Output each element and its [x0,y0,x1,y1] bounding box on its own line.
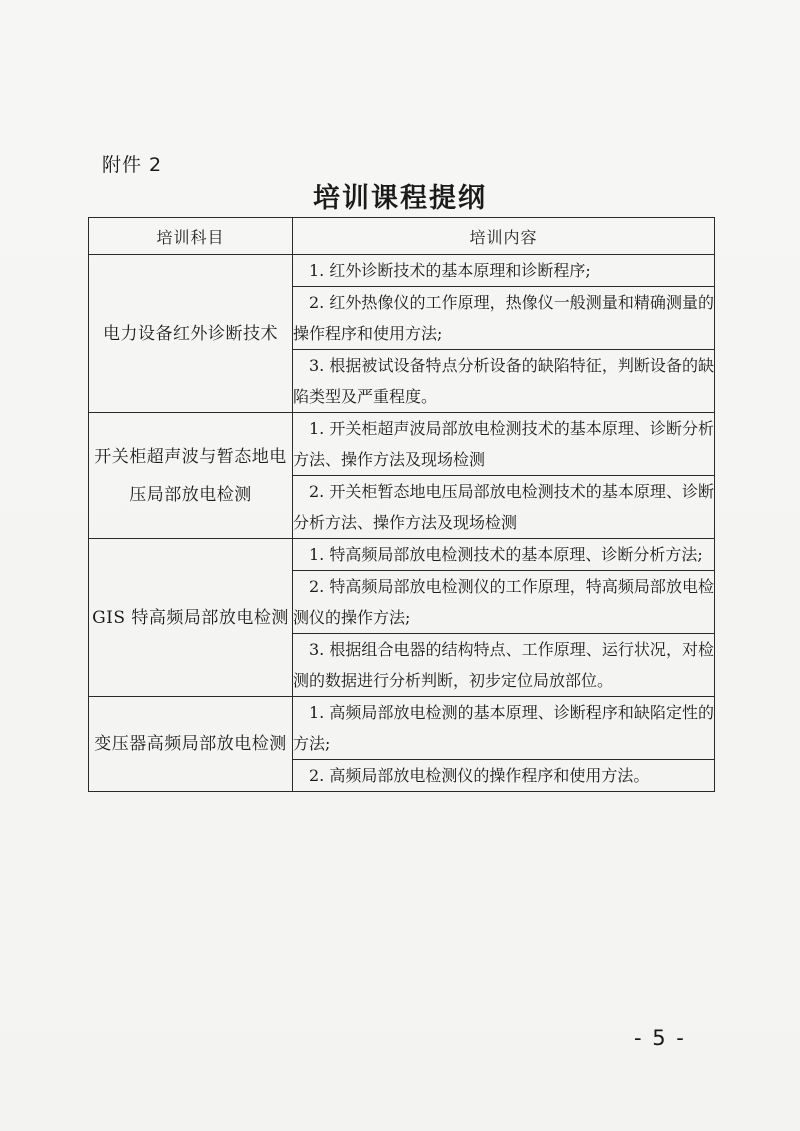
content-cell [293,413,715,476]
content-cell [293,255,715,287]
header-content: 培训内容 [293,218,715,255]
subject-cell: GIS 特高频局部放电检测 [89,539,293,697]
content-cell [293,350,715,413]
content-text: 2. 开关柜暂态地电压局部放电检测技术的基本原理、诊断分析方法、操作方法及现场检测 [293,482,714,532]
content-text: 3. 根据组合电器的结构特点、工作原理、运行状况，对检测的数据进行分析判断，初步定位局放部位。 [293,640,714,690]
subject-cell: 电力设备红外诊断技术 [89,255,293,413]
content-cell [293,571,715,634]
table-row [89,697,715,760]
attachment-label: 附件 2 [102,154,163,176]
document-title: 培训课程提纲 [313,183,487,214]
content-text: 1. 红外诊断技术的基本原理和诊断程序; [309,261,591,280]
table-header-row [89,218,715,255]
content-cell [293,539,715,571]
content-text: 1. 开关柜超声波局部放电检测技术的基本原理、诊断分析方法、操作方法及现场检测 [293,419,714,469]
table-row [89,255,715,287]
subject-cell: 开关柜超声波与暂态地电压局部放电检测 [89,413,293,539]
content-text: 1. 特高频局部放电检测技术的基本原理、诊断分析方法; [309,545,703,564]
page-number: - 5 - [634,1026,686,1050]
content-text: 3. 根据被试设备特点分析设备的缺陷特征，判断设备的缺陷类型及严重程度。 [293,356,714,406]
content-text: 2. 特高频局部放电检测仪的工作原理，特高频局部放电检测仪的操作方法; [293,577,714,627]
content-cell [293,476,715,539]
content-text: 2. 红外热像仪的工作原理，热像仪一般测量和精确测量的操作程序和使用方法; [293,293,714,343]
header-subject: 培训科目 [89,218,293,255]
content-cell [293,634,715,697]
table-row [89,539,715,571]
content-cell [293,697,715,760]
subject-cell: 变压器高频局部放电检测 [89,697,293,792]
content-cell [293,287,715,350]
table-row [89,413,715,476]
content-text: 2. 高频局部放电检测仪的操作程序和使用方法。 [309,766,650,785]
content-cell [293,760,715,792]
course-outline-table [88,217,715,792]
content-text: 1. 高频局部放电检测的基本原理、诊断程序和缺陷定性的方法; [293,703,714,753]
